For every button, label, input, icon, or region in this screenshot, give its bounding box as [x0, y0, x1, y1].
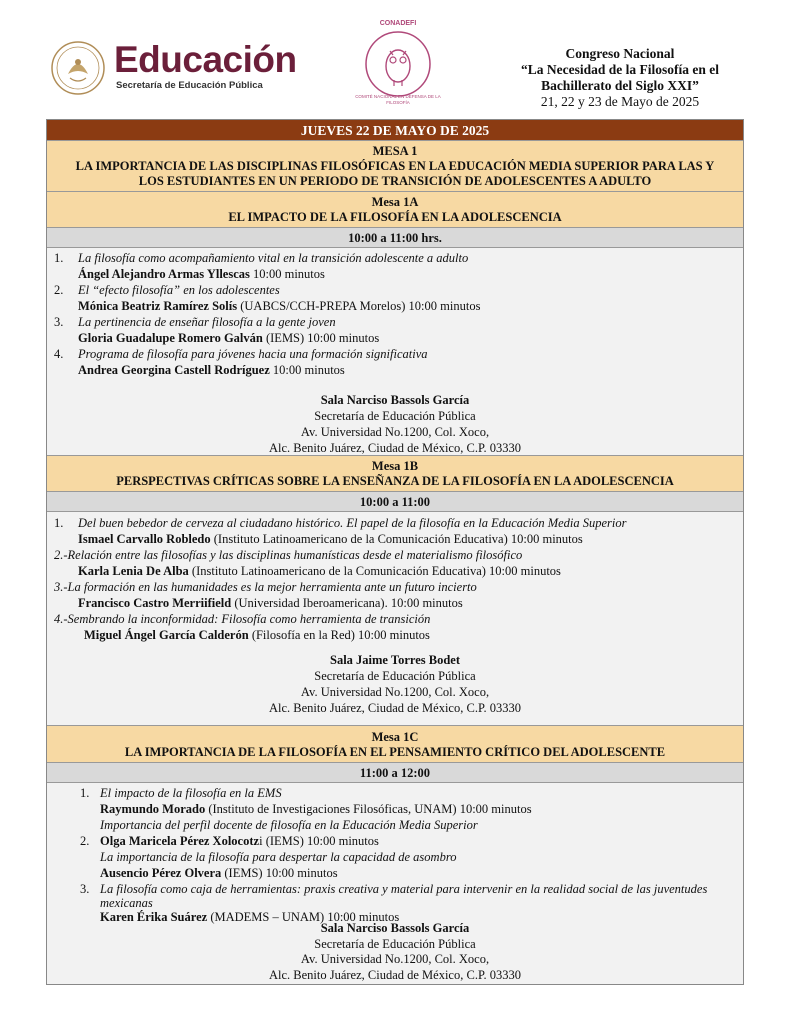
venue-room: Sala Narciso Bassols García — [320, 393, 470, 407]
mesa1-title-line2: LOS ESTUDIANTES EN UN PERIODO DE TRANSICIÓN DE ADOLESCENTES A ADULTO — [138, 174, 652, 188]
speaker-line: Ángel Alejandro Armas Yllescas 10:00 minutos — [78, 267, 325, 281]
mesa1b-time: 10:00 a 11:00 — [47, 492, 743, 512]
list-item: 3. La pertinencia de enseñar filosofía a la gente joven — [54, 315, 336, 329]
venue-line: Av. Universidad No.1200, Col. Xoco, — [300, 685, 490, 699]
speaker-line: Miguel Ángel García Calderón (Filosofía en la Red) 10:00 minutos — [84, 628, 430, 642]
congress-info — [470, 46, 770, 110]
list-item: 3. La filosofía como caja de herramientas: praxis creativa y material para intervenir en la realidad social de las juventudes — [80, 882, 708, 896]
mesa1c-label: Mesa 1C — [371, 730, 419, 744]
venue-room: Sala Jaime Torres Bodet — [330, 653, 460, 667]
program-table — [46, 119, 744, 985]
list-item: 3.-La formación en las humanidades es la mejor herramienta ante un futuro incierto — [54, 580, 477, 594]
mesa1a-label: Mesa 1A — [371, 195, 419, 209]
venue-line: Av. Universidad No.1200, Col. Xoco, — [300, 425, 490, 439]
congress-line1: Congreso Nacional — [565, 46, 675, 61]
mesa1c-title: LA IMPORTANCIA DE LA FILOSOFÍA EN EL PENSAMIENTO CRÍTICO DEL ADOLESCENTE — [124, 745, 666, 759]
list-item-subtitle: La importancia de la filosofía para despertar la capacidad de asombro — [100, 850, 457, 864]
mesa1c-body — [47, 783, 743, 984]
day-title: JUEVES 22 DE MAYO DE 2025 — [47, 120, 743, 141]
page-header — [0, 0, 791, 118]
mesa1b-header — [47, 456, 743, 492]
venue-line: Alc. Benito Juárez, Ciudad de México, C.P. 03330 — [268, 441, 522, 455]
mesa1c-time: 11:00 a 12:00 — [47, 763, 743, 783]
mesa1a-time: 10:00 a 11:00 hrs. — [47, 228, 743, 248]
speaker-line: Mónica Beatriz Ramírez Solís (UABCS/CCH-PREPA Morelos) 10:00 minutos — [78, 299, 481, 313]
mesa1a-title: EL IMPACTO DE LA FILOSOFÍA EN LA ADOLESCENCIA — [228, 210, 562, 224]
venue-block — [47, 921, 743, 983]
speaker-line: Karla Lenia De Alba (Instituto Latinoamericano de la Comunicación Educativa) 10:00 minutos — [78, 564, 561, 578]
speaker-line: Gloria Guadalupe Romero Galván (IEMS) 10:00 minutos — [78, 331, 380, 345]
venue-line: Alc. Benito Juárez, Ciudad de México, C.P. 03330 — [268, 701, 522, 715]
venue-room: Sala Narciso Bassols García — [320, 921, 470, 935]
list-item: 2.-Relación entre las filosofías y las disciplinas humanísticas desde el materialismo filosófico — [54, 548, 523, 562]
list-item: 1. Del buen bebedor de cerveza al ciudadano histórico. El papel de la filosofía en la Educación Media Superior — [54, 516, 627, 530]
speaker-line: Ismael Carvallo Robledo (Instituto Latinoamericano de la Comunicación Educativa) 10:00 minutos — [78, 532, 583, 546]
list-item-subtitle: Importancia del perfil docente de filosofía en la Educación Media Superior — [100, 818, 478, 832]
speaker-line: Ausencio Pérez Olvera (IEMS) 10:00 minutos — [100, 866, 338, 880]
mesa1a-body — [47, 248, 743, 456]
speaker-line: Francisco Castro Merriifield (Universidad Iberoamericana). 10:00 minutos — [78, 596, 463, 610]
venue-line: Av. Universidad No.1200, Col. Xoco, — [300, 952, 490, 966]
venue-line: Alc. Benito Juárez, Ciudad de México, C.P. 03330 — [268, 967, 522, 982]
mesa1-label: MESA 1 — [372, 144, 418, 158]
list-item-subtitle: mexicanas — [100, 896, 153, 910]
speaker-line: Raymundo Morado (Instituto de Investigaciones Filosóficas, UNAM) 10:00 minutos — [100, 802, 532, 816]
list-item: 4. Programa de filosofía para jóvenes hacia una formación significativa — [54, 347, 428, 361]
mesa1a-header — [47, 192, 743, 228]
venue-line: Secretaría de Educación Pública — [314, 669, 476, 683]
mesa1b-label: Mesa 1B — [371, 459, 419, 473]
list-item: 2. El “efecto filosofía” en los adolescentes — [54, 283, 280, 297]
venue-block — [47, 392, 743, 456]
list-item: 1. El impacto de la filosofía en la EMS — [80, 786, 282, 800]
venue-line: Secretaría de Educación Pública — [314, 936, 476, 951]
conadefi-caption: COMITÉ NACIONAL EN DEFENSA DE LA FILOSOFÍA — [355, 94, 441, 105]
speaker-line: Karen Érika Suárez (MADEMS – UNAM) 10:00 minutos — [100, 910, 400, 924]
speaker-line: Andrea Georgina Castell Rodríguez 10:00 minutos — [78, 363, 345, 377]
mexico-coat-of-arms-icon — [50, 40, 106, 96]
conadefi-name: CONADEFI — [379, 20, 417, 27]
mesa1c-header — [47, 726, 743, 763]
congress-dates: 21, 22 y 23 de Mayo de 2025 — [540, 94, 700, 109]
list-item: 1. La filosofía como acompañamiento vital en la transición adolescente a adulto — [54, 251, 469, 265]
mesa1b-title: PERSPECTIVAS CRÍTICAS SOBRE LA ENSEÑANZA DE LA FILOSOFÍA EN LA ADOLESCENCIA — [116, 474, 674, 488]
mesa1-title-line1: LA IMPORTANCIA DE LAS DISCIPLINAS FILOSÓFICAS EN LA EDUCACIÓN MEDIA SUPERIOR PARA LAS Y — [75, 159, 715, 173]
list-item: 4.-Sembrando la inconformidad: Filosofía como herramienta de transición — [54, 612, 431, 626]
list-item: 2. Olga Maricela Pérez Xolocotzi (IEMS) 10:00 minutos — [80, 834, 379, 848]
mesa1-header — [47, 141, 743, 192]
mesa1b-body — [47, 512, 743, 726]
congress-line3: Bachillerato del Siglo XXI” — [541, 78, 699, 93]
venue-block — [47, 652, 743, 716]
venue-line: Secretaría de Educación Pública — [314, 409, 476, 423]
congress-line2: “La Necesidad de la Filosofía en el — [521, 62, 719, 77]
agency-subtitle: Secretaría de Educación Pública — [116, 80, 263, 91]
agency-wordmark: Educación — [114, 39, 297, 80]
